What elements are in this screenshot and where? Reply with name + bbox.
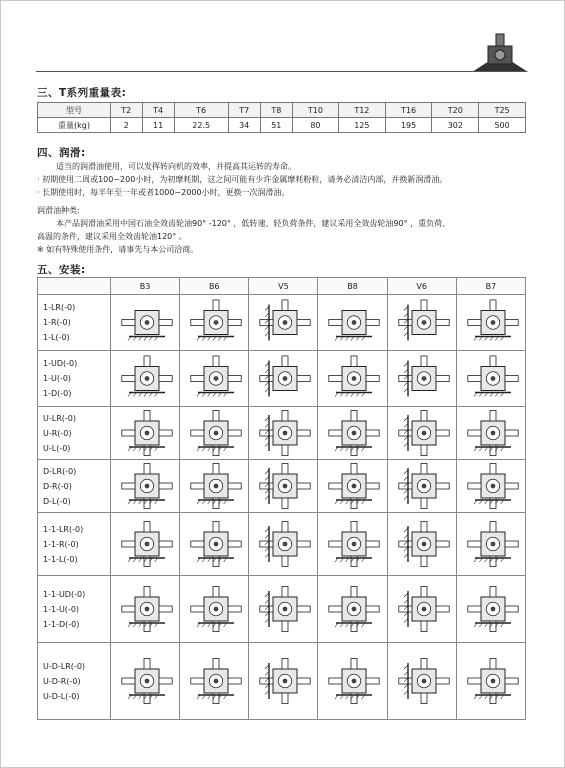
weight-cell: 51 (260, 118, 292, 133)
lube-paragraph-3: · 长期使用时，每半年至一年或者1000~2000小时，更换一次润滑油。 (37, 188, 290, 197)
installation-header-row (38, 278, 526, 295)
mount-code: D-LR(-0) (43, 466, 77, 476)
gearbox-mounting-icon (180, 645, 252, 717)
weight-cell: 80 (292, 118, 338, 133)
gearbox-logo-icon (470, 30, 530, 74)
gearbox-mounting-icon (457, 578, 529, 640)
mount-diagram-cell (456, 460, 525, 513)
column-header: B6 (180, 278, 249, 295)
mount-diagram-cell (456, 576, 525, 643)
installation-row (38, 460, 526, 513)
mount-diagram-cell (387, 407, 456, 460)
mount-code: U-R(-0) (43, 428, 72, 438)
gearbox-mounting-icon (180, 353, 252, 404)
mount-diagram-cell (249, 351, 318, 407)
weight-cell: 22.5 (174, 118, 228, 133)
mount-diagram-cell (249, 407, 318, 460)
mount-diagram-cell (111, 513, 180, 576)
model-cell: T20 (432, 103, 479, 118)
mount-code: U-LR(-0) (43, 413, 76, 423)
mount-code: 1-R(-0) (43, 318, 71, 327)
mount-diagram-cell (249, 295, 318, 351)
weight-cell: 34 (228, 118, 260, 133)
weight-cell: 500 (479, 118, 526, 133)
model-cell: T25 (479, 103, 526, 118)
gearbox-mounting-icon (318, 297, 390, 348)
gearbox-mounting-icon (318, 409, 390, 457)
mount-diagram-cell (111, 460, 180, 513)
mount-code: D-L(-0) (43, 496, 71, 506)
mount-code: U-D-LR(-0) (43, 661, 86, 671)
mount-diagram-cell (180, 513, 249, 576)
mount-code: 1-1-R(-0) (43, 539, 79, 549)
mount-labels (38, 407, 111, 460)
mount-diagram-cell (111, 643, 180, 720)
weight-cell: 11 (142, 118, 174, 133)
gearbox-mounting-icon (318, 353, 390, 404)
mount-diagram-cell (180, 351, 249, 407)
column-header: V5 (249, 278, 318, 295)
mount-diagram-cell (387, 351, 456, 407)
lube-paragraph-6: ※ 如有特殊使用条件，请事先与本公司洽商。 (37, 245, 199, 254)
mount-labels (38, 295, 111, 351)
install-heading: 五、安装: (37, 264, 86, 276)
mount-code: 1-LR(-0) (43, 303, 76, 312)
installation-row (38, 407, 526, 460)
gearbox-mounting-icon (180, 297, 252, 348)
gearbox-mounting-icon (249, 353, 321, 404)
mount-diagram-cell (111, 407, 180, 460)
weight-model-row (38, 103, 526, 118)
gearbox-mounting-icon (249, 409, 321, 457)
mount-diagram-cell (387, 295, 456, 351)
mount-diagram-cell (180, 295, 249, 351)
lube-paragraph-1: 适当的润滑油使用，可以发挥转向机的效率，并提高其运转的寿命。 (56, 162, 296, 171)
gearbox-mounting-icon (388, 353, 460, 404)
mount-code: 1-1-U(-0) (43, 604, 80, 614)
weight-cell: 302 (432, 118, 479, 133)
oil-type-title: 润滑油种类: (37, 206, 80, 215)
model-cell: T6 (174, 103, 228, 118)
mount-diagram-cell (180, 407, 249, 460)
gearbox-mounting-icon (111, 409, 183, 457)
gearbox-mounting-icon (388, 578, 460, 640)
mount-diagram-cell (180, 576, 249, 643)
mount-diagram-cell (318, 513, 387, 576)
mount-code: D-R(-0) (43, 481, 72, 491)
gearbox-mounting-icon (457, 297, 529, 348)
installation-row (38, 513, 526, 576)
weight-heading: 三、T系列重量表: (37, 87, 127, 99)
gearbox-mounting-icon (388, 645, 460, 717)
installation-row (38, 295, 526, 351)
installation-table (37, 277, 526, 720)
mount-diagram-cell (249, 643, 318, 720)
lube-heading: 四、润滑: (37, 147, 86, 159)
mount-diagram-cell (387, 460, 456, 513)
model-cell: T7 (228, 103, 260, 118)
gearbox-mounting-icon (388, 515, 460, 573)
gearbox-mounting-icon (111, 515, 183, 573)
gearbox-mounting-icon (388, 462, 460, 510)
installation-row (38, 576, 526, 643)
gearbox-mounting-icon (249, 462, 321, 510)
model-cell: T8 (260, 103, 292, 118)
mount-diagram-cell (456, 295, 525, 351)
column-header: B8 (318, 278, 387, 295)
gearbox-mounting-icon (249, 515, 321, 573)
gearbox-mounting-icon (111, 297, 183, 348)
gearbox-mounting-icon (111, 578, 183, 640)
column-header: V6 (387, 278, 456, 295)
corner-cell (38, 278, 111, 295)
mount-code: U-D-L(-0) (43, 691, 80, 701)
lube-paragraph-5: 高温的条件，建议采用全效齿轮油120° 。 (37, 232, 187, 241)
mount-diagram-cell (456, 407, 525, 460)
mount-labels (38, 643, 111, 720)
gearbox-mounting-icon (180, 578, 252, 640)
weight-label: 重量(kg) (38, 118, 111, 133)
mount-labels (38, 513, 111, 576)
mount-diagram-cell (180, 643, 249, 720)
mount-diagram-cell (249, 576, 318, 643)
gearbox-mounting-icon (249, 297, 321, 348)
model-cell: T4 (142, 103, 174, 118)
mount-code: 1-1-D(-0) (43, 619, 80, 629)
lube-paragraph-2: · 初期使用二周或100~200小时，为初摩耗期，这之间可能有少许金属摩耗粉粒，请务必清洁内部，并换新润滑油。 (37, 175, 448, 184)
model-cell: T12 (339, 103, 386, 118)
mount-code: U-D-R(-0) (43, 676, 81, 686)
model-cell: T16 (385, 103, 432, 118)
model-header: 型号 (38, 103, 111, 118)
gearbox-mounting-icon (249, 578, 321, 640)
mount-diagram-cell (456, 513, 525, 576)
mount-code: 1-1-L(-0) (43, 554, 78, 564)
gearbox-mounting-icon (318, 645, 390, 717)
mount-diagram-cell (318, 576, 387, 643)
gearbox-mounting-icon (457, 645, 529, 717)
mount-diagram-cell (111, 351, 180, 407)
lube-paragraph-4: 本产品润滑油采用中国石油全效齿轮油90° -120° ，低转速、轻负荷条件，建议采用全效齿轮油90° ，重负荷、 (56, 219, 451, 228)
gearbox-mounting-icon (457, 462, 529, 510)
gearbox-mounting-icon (457, 409, 529, 457)
mount-labels (38, 460, 111, 513)
mount-code: 1-D(-0) (43, 389, 72, 398)
mount-code: 1-L(-0) (43, 333, 70, 342)
mount-diagram-cell (387, 576, 456, 643)
mount-diagram-cell (318, 460, 387, 513)
gearbox-mounting-icon (180, 462, 252, 510)
gearbox-mounting-icon (457, 353, 529, 404)
column-header: B7 (456, 278, 525, 295)
mount-diagram-cell (111, 295, 180, 351)
mount-code: 1-U(-0) (43, 374, 72, 383)
mount-diagram-cell (387, 643, 456, 720)
installation-row (38, 643, 526, 720)
mount-diagram-cell (456, 643, 525, 720)
installation-row (38, 351, 526, 407)
gearbox-mounting-icon (318, 578, 390, 640)
weight-cell: 195 (385, 118, 432, 133)
weight-cell: 2 (111, 118, 143, 133)
gearbox-mounting-icon (318, 515, 390, 573)
gearbox-mounting-icon (249, 645, 321, 717)
gearbox-mounting-icon (388, 297, 460, 348)
mount-labels (38, 576, 111, 643)
weight-cell: 125 (339, 118, 386, 133)
mount-code: 1-1-UD(-0) (43, 589, 86, 599)
mount-diagram-cell (456, 351, 525, 407)
gearbox-mounting-icon (111, 353, 183, 404)
mount-diagram-cell (318, 351, 387, 407)
gearbox-mounting-icon (388, 409, 460, 457)
header-rule (36, 71, 526, 72)
mount-diagram-cell (249, 460, 318, 513)
gearbox-mounting-icon (111, 645, 183, 717)
weight-value-row (38, 118, 526, 133)
mount-diagram-cell (387, 513, 456, 576)
column-header: B3 (111, 278, 180, 295)
gearbox-mounting-icon (180, 409, 252, 457)
model-cell: T10 (292, 103, 338, 118)
weight-table (37, 102, 526, 133)
mount-code: U-L(-0) (43, 443, 71, 453)
mount-labels (38, 351, 111, 407)
gearbox-mounting-icon (457, 515, 529, 573)
mount-diagram-cell (318, 643, 387, 720)
mount-code: 1-1-LR(-0) (43, 524, 84, 534)
mount-diagram-cell (111, 576, 180, 643)
gearbox-mounting-icon (180, 515, 252, 573)
mount-diagram-cell (318, 407, 387, 460)
gearbox-mounting-icon (318, 462, 390, 510)
model-cell: T2 (111, 103, 143, 118)
mount-diagram-cell (249, 513, 318, 576)
gearbox-mounting-icon (111, 462, 183, 510)
mount-diagram-cell (180, 460, 249, 513)
mount-diagram-cell (318, 295, 387, 351)
mount-code: 1-UD(-0) (43, 359, 78, 368)
